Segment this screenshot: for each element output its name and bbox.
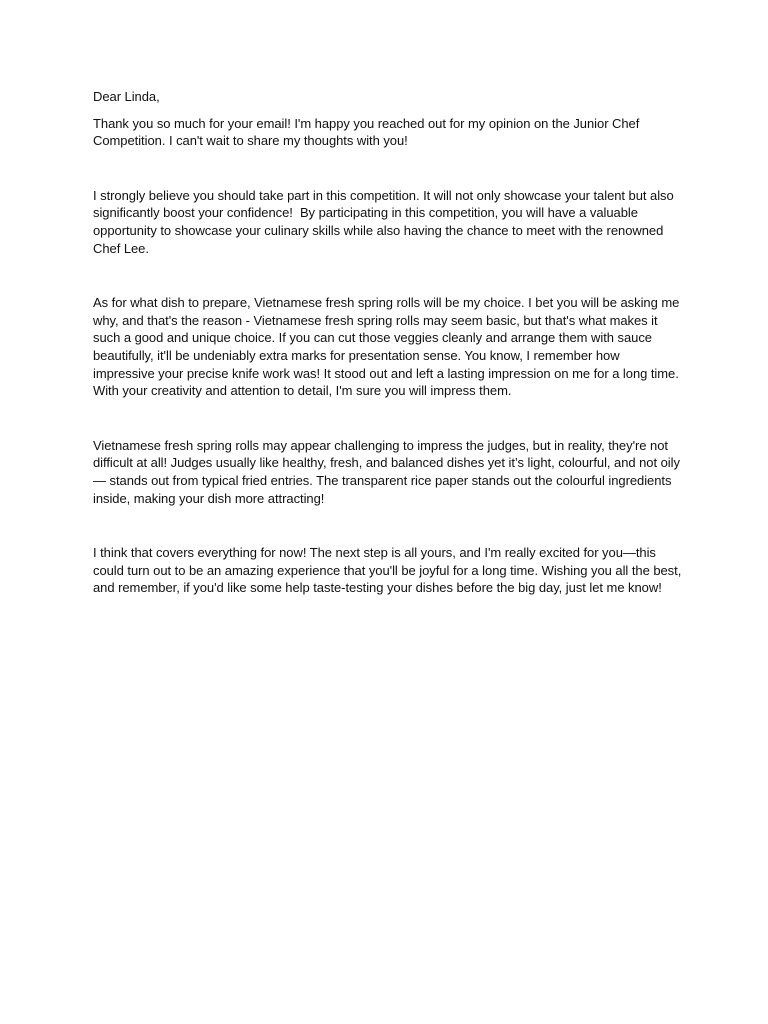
paragraph-judges: Vietnamese fresh spring rolls may appear challenging to impress the judges, but in reality, they're not difficult at all! Judges usually like healthy, fresh, and balanced dishes yet it’s light, colourful, and not oily — stands out from typical fried entries. The transparent rice paper stands out the colourful ingredients inside, making your dish more attracting! (93, 437, 684, 506)
paragraph-dish-choice: As for what dish to prepare, Vietnamese fresh spring rolls will be my choice. I bet you will be asking me why, and that's the reason - Vietnamese fresh spring rolls may seem basic, but that's what makes it such a good and unique choice. If you can cut those veggies cleanly and arrange them with sauce beautifully, it'll be undeniably extra marks for presentation sense. You know, I remember how impressive your precise knife work was! It stood out and left a lasting impression on me for a long time. With your creativity and attention to detail, I'm sure you will impress them. (93, 295, 683, 399)
paragraph-intro: Thank you so much for your email! I'm happy you reached out for my opinion on the Junior Chef Competition. I can't wait to share my thoughts with you! (93, 115, 643, 149)
letter-body (93, 88, 683, 597)
letter-greeting: Dear Linda, (93, 89, 160, 104)
paragraph-closing: I think that covers everything for now! The next step is all yours, and I'm really excited for you—this could turn out to be an amazing experience that you'll be joyful for a long time. Wishing you all the best, and remember, if you'd like some help taste-testing your dishes before the big day, just let me know! (93, 545, 685, 596)
paragraph-recommendation: I strongly believe you should take part in this competition. It will not only showcase your talent but also significantly boost your confidence! By participating in this competition, you will have a valuable opportunity to showcase your culinary skills while also having the chance to meet with the renowned Chef Lee. (93, 187, 678, 256)
